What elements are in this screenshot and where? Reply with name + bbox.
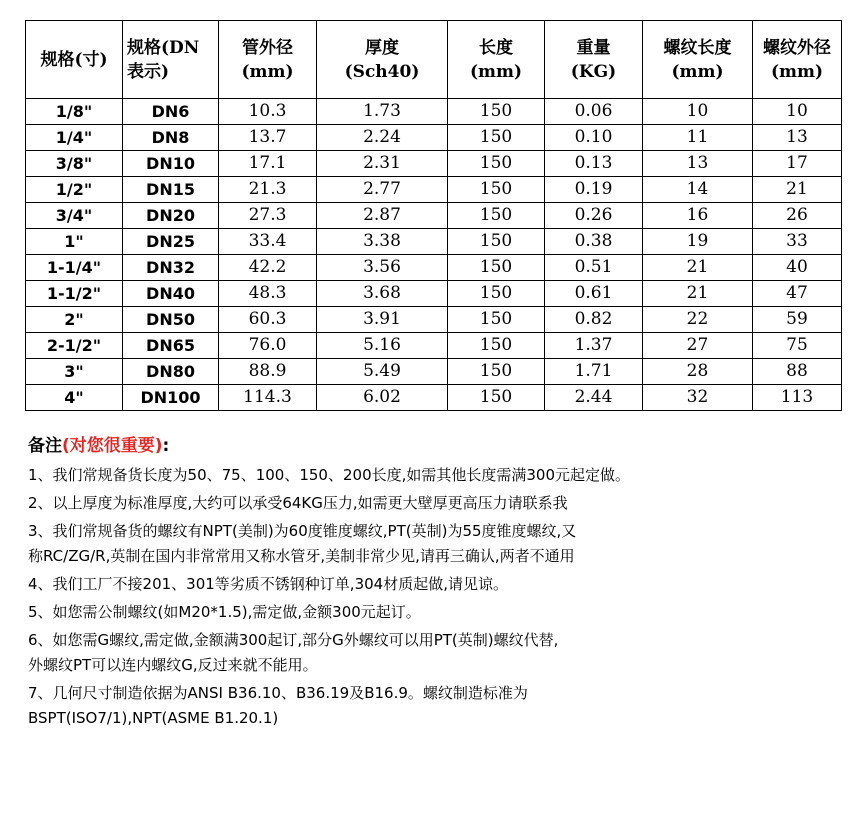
cell-dn-size: DN25	[123, 229, 219, 255]
cell-inch-size: 1"	[26, 229, 123, 255]
cell-dn-size: DN40	[123, 281, 219, 307]
pipe-spec-table	[25, 20, 842, 411]
cell-weight: 0.82	[545, 307, 643, 333]
cell-thread-length: 21	[643, 281, 753, 307]
cell-thickness: 3.68	[317, 281, 448, 307]
cell-inch-size: 2"	[26, 307, 123, 333]
header-outer-diameter: 管外径 (mm)	[219, 21, 317, 99]
cell-length: 150	[448, 125, 545, 151]
cell-thread-outer-diameter: 17	[753, 151, 842, 177]
table-row	[26, 255, 842, 281]
note-item	[28, 491, 858, 516]
cell-outer-diameter: 42.2	[219, 255, 317, 281]
cell-thread-outer-diameter: 88	[753, 359, 842, 385]
cell-thread-outer-diameter: 47	[753, 281, 842, 307]
notes-heading-emphasis: (对您很重要)	[62, 436, 163, 456]
cell-weight: 2.44	[545, 385, 643, 411]
cell-dn-size: DN32	[123, 255, 219, 281]
cell-outer-diameter: 114.3	[219, 385, 317, 411]
cell-thread-length: 14	[643, 177, 753, 203]
cell-thickness: 2.87	[317, 203, 448, 229]
cell-dn-size: DN65	[123, 333, 219, 359]
cell-thickness: 2.31	[317, 151, 448, 177]
note-line: 称RC/ZG/R,英制在国内非常常用又称水管牙,美制非常少见,请再三确认,两者不通用	[28, 547, 575, 565]
header-length: 长度 (mm)	[448, 21, 545, 99]
cell-thickness: 2.77	[317, 177, 448, 203]
cell-thread-outer-diameter: 40	[753, 255, 842, 281]
cell-thickness: 5.49	[317, 359, 448, 385]
cell-outer-diameter: 27.3	[219, 203, 317, 229]
note-line: 3、我们常规备货的螺纹有NPT(美制)为60度锥度螺纹,PT(英制)为55度锥度螺纹,又	[28, 522, 577, 540]
cell-dn-size: DN20	[123, 203, 219, 229]
cell-inch-size: 3"	[26, 359, 123, 385]
cell-weight: 0.51	[545, 255, 643, 281]
table-row	[26, 203, 842, 229]
header-weight: 重量 (KG)	[545, 21, 643, 99]
note-item	[28, 572, 858, 597]
cell-inch-size: 1/4"	[26, 125, 123, 151]
cell-thread-length: 28	[643, 359, 753, 385]
note-item	[28, 519, 858, 569]
cell-inch-size: 1-1/2"	[26, 281, 123, 307]
note-item	[28, 463, 858, 488]
note-line: 4、我们工厂不接201、301等劣质不锈钢种订单,304材质起做,请见谅。	[28, 575, 508, 593]
cell-inch-size: 1-1/4"	[26, 255, 123, 281]
cell-thickness: 1.73	[317, 99, 448, 125]
cell-weight: 0.61	[545, 281, 643, 307]
cell-outer-diameter: 48.3	[219, 281, 317, 307]
cell-thickness: 3.56	[317, 255, 448, 281]
table-header-row	[26, 21, 842, 99]
cell-thread-outer-diameter: 21	[753, 177, 842, 203]
cell-thread-length: 19	[643, 229, 753, 255]
cell-thread-length: 27	[643, 333, 753, 359]
note-item	[28, 600, 858, 625]
note-line: 6、如您需G螺纹,需定做,金额满300起订,部分G外螺纹可以用PT(英制)螺纹代替,	[28, 631, 559, 649]
cell-thread-outer-diameter: 33	[753, 229, 842, 255]
cell-thread-length: 11	[643, 125, 753, 151]
header-dn: 规格(DN 表示)	[123, 21, 219, 99]
cell-inch-size: 1/2"	[26, 177, 123, 203]
cell-thickness: 3.38	[317, 229, 448, 255]
cell-inch-size: 3/4"	[26, 203, 123, 229]
cell-outer-diameter: 88.9	[219, 359, 317, 385]
header-thickness: 厚度 (Sch40)	[317, 21, 448, 99]
notes-heading	[28, 432, 858, 460]
table-row	[26, 229, 842, 255]
note-line: 7、几何尺寸制造依据为ANSI B36.10、B36.19及B16.9。螺纹制造标准为	[28, 684, 528, 702]
cell-thread-length: 21	[643, 255, 753, 281]
cell-weight: 0.10	[545, 125, 643, 151]
cell-inch-size: 2-1/2"	[26, 333, 123, 359]
cell-thread-outer-diameter: 75	[753, 333, 842, 359]
cell-length: 150	[448, 151, 545, 177]
cell-outer-diameter: 33.4	[219, 229, 317, 255]
cell-dn-size: DN8	[123, 125, 219, 151]
notes-heading-suffix: :	[162, 436, 170, 456]
cell-thread-outer-diameter: 113	[753, 385, 842, 411]
cell-thread-outer-diameter: 10	[753, 99, 842, 125]
table-row	[26, 359, 842, 385]
cell-inch-size: 3/8"	[26, 151, 123, 177]
cell-length: 150	[448, 99, 545, 125]
header-thread-outer-diameter: 螺纹外径 (mm)	[753, 21, 842, 99]
table-body	[26, 99, 842, 411]
cell-thickness: 5.16	[317, 333, 448, 359]
cell-length: 150	[448, 333, 545, 359]
cell-weight: 0.19	[545, 177, 643, 203]
cell-dn-size: DN6	[123, 99, 219, 125]
cell-dn-size: DN100	[123, 385, 219, 411]
cell-thread-length: 22	[643, 307, 753, 333]
note-line: 2、以上厚度为标准厚度,大约可以承受64KG压力,如需更大壁厚更高压力请联系我	[28, 494, 568, 512]
cell-thread-length: 13	[643, 151, 753, 177]
table-row	[26, 99, 842, 125]
cell-dn-size: DN15	[123, 177, 219, 203]
cell-thread-outer-diameter: 13	[753, 125, 842, 151]
cell-thread-outer-diameter: 59	[753, 307, 842, 333]
cell-thread-length: 16	[643, 203, 753, 229]
cell-weight: 1.37	[545, 333, 643, 359]
cell-thread-length: 10	[643, 99, 753, 125]
cell-dn-size: DN10	[123, 151, 219, 177]
cell-outer-diameter: 60.3	[219, 307, 317, 333]
cell-weight: 0.06	[545, 99, 643, 125]
cell-inch-size: 4"	[26, 385, 123, 411]
cell-outer-diameter: 17.1	[219, 151, 317, 177]
notes-list	[28, 463, 858, 731]
note-line: 1、我们常规备货长度为50、75、100、150、200长度,如需其他长度需满300元起定做。	[28, 466, 631, 484]
note-line: BSPT(ISO7/1),NPT(ASME B1.20.1)	[28, 709, 279, 727]
cell-thickness: 6.02	[317, 385, 448, 411]
cell-length: 150	[448, 229, 545, 255]
cell-inch-size: 1/8"	[26, 99, 123, 125]
cell-length: 150	[448, 203, 545, 229]
note-line: 外螺纹PT可以连内螺纹G,反过来就不能用。	[28, 656, 318, 674]
table-row	[26, 177, 842, 203]
header-thread-length: 螺纹长度 (mm)	[643, 21, 753, 99]
cell-weight: 0.38	[545, 229, 643, 255]
table-row	[26, 385, 842, 411]
cell-length: 150	[448, 177, 545, 203]
cell-outer-diameter: 21.3	[219, 177, 317, 203]
notes-section	[28, 432, 858, 731]
notes-heading-prefix: 备注	[28, 436, 62, 456]
table-row	[26, 151, 842, 177]
cell-length: 150	[448, 281, 545, 307]
cell-length: 150	[448, 307, 545, 333]
cell-thickness: 2.24	[317, 125, 448, 151]
note-item	[28, 681, 858, 731]
cell-outer-diameter: 10.3	[219, 99, 317, 125]
cell-thread-length: 32	[643, 385, 753, 411]
cell-weight: 0.13	[545, 151, 643, 177]
cell-length: 150	[448, 385, 545, 411]
table-row	[26, 307, 842, 333]
cell-dn-size: DN50	[123, 307, 219, 333]
cell-length: 150	[448, 255, 545, 281]
table-row	[26, 281, 842, 307]
cell-weight: 1.71	[545, 359, 643, 385]
cell-thickness: 3.91	[317, 307, 448, 333]
cell-dn-size: DN80	[123, 359, 219, 385]
note-line: 5、如您需公制螺纹(如M20*1.5),需定做,金额300元起订。	[28, 603, 421, 621]
cell-thread-outer-diameter: 26	[753, 203, 842, 229]
cell-length: 150	[448, 359, 545, 385]
cell-outer-diameter: 76.0	[219, 333, 317, 359]
header-inch: 规格(寸)	[26, 21, 123, 99]
cell-weight: 0.26	[545, 203, 643, 229]
cell-outer-diameter: 13.7	[219, 125, 317, 151]
note-item	[28, 628, 858, 678]
table-row	[26, 125, 842, 151]
table-row	[26, 333, 842, 359]
